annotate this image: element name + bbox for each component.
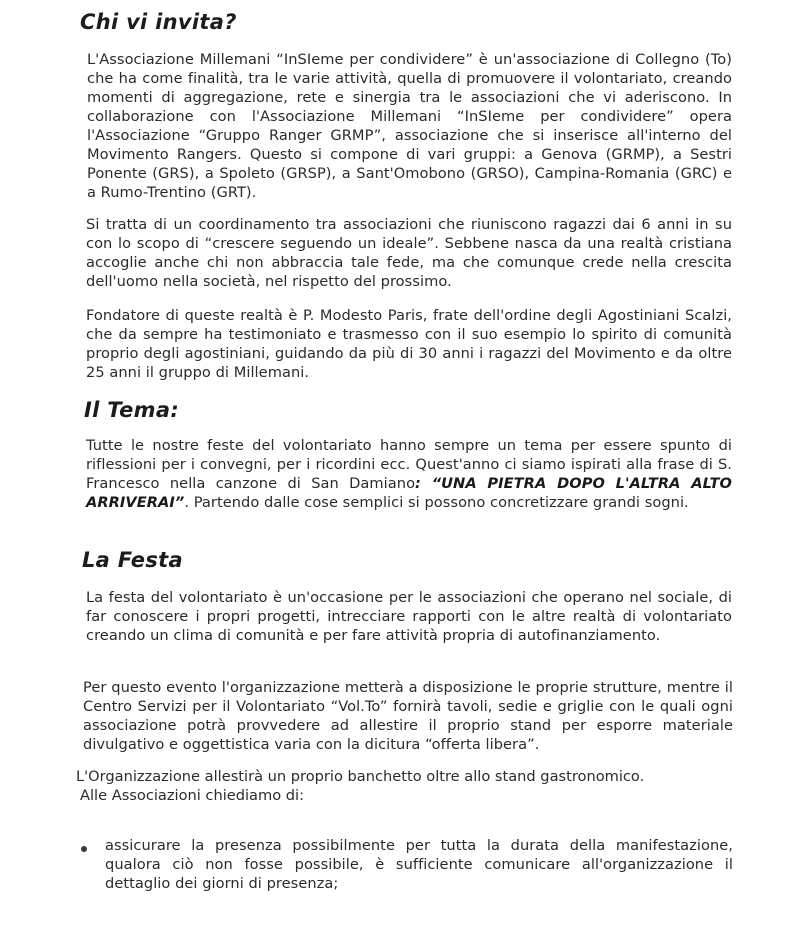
section-title-theme: Il Tema:	[84, 398, 180, 422]
paragraph-theme	[86, 436, 732, 512]
paragraph-invite-1: L'Associazione Millemani “InSIeme per condividere” è un'associazione di Collegno (To) che ha come finalità, tra le varie attività, quella di promuovere il volontariato, creando momenti di aggregazione, rete e sinergia tra le associazioni che vi aderiscono. In collaborazione con l'Associazione Millemani “InSIeme per condividere” opera l'Associazione “Gruppo Ranger GRMP”, associazione che si inserisce all'interno del Movimento Rangers. Questo si compone di vari gruppi: a Genova (GRMP), a Sestri Ponente (GRS), a Spoleto (GRSP), a Sant'Omobono (GRSO), Campina-Romania (GRC) e a Rumo-Trentino (GRT).	[87, 51, 732, 201]
paragraph-festa-2: Per questo evento l'organizzazione metterà a disposizione le proprie strutture, mentre il Centro Servizi per il Volontariato “Vol.To” fornirà tavoli, sedie e griglie con le quali ogni associazione potrà provvedere ad allestire il proprio stand per esporre materiale divulgativo e oggettistica varia con la dicitura “offerta libera”.	[83, 679, 733, 753]
section-title-invite: Chi vi invita?	[80, 10, 237, 34]
organization-note: L'Organizzazione allestirà un proprio banchetto oltre allo stand gastronomico.	[76, 768, 645, 785]
paragraph-invite-3: Fondatore di queste realtà è P. Modesto Paris, frate dell'ordine degli Agostiniani Scalzi, che da sempre ha testimoniato e trasmesso con il suo esempio lo spirito di comunità proprio degli agostiniani, guidando da più di 30 anni i ragazzi del Movimento e da oltre 25 anni il gruppo di Millemani.	[86, 307, 732, 381]
theme-text-before: Tutte le nostre feste del volontariato hanno sempre un tema per essere spunto di riflessioni per i convegni, per i ricordini ecc. Quest'anno ci siamo ispirati alla frase di S. Francesco nella canzone di San Damiano	[86, 437, 732, 492]
associations-request-intro: Alle Associazioni chiediamo di:	[80, 787, 305, 804]
paragraph-festa-1: La festa del volontariato è un'occasione per le associazioni che operano nel sociale, di far conoscere i propri progetti, intrecciare rapporti con le altre realtà di volontariato creando un clima di comunità e per fare attività propria di autofinanziamento.	[86, 589, 732, 644]
theme-quote: : “UNA PIETRA DOPO L'ALTRA ALTO ARRIVERAI”	[86, 475, 732, 511]
section-title-festa: La Festa	[82, 548, 183, 572]
paragraph-invite-2: Si tratta di un coordinamento tra associazioni che riuniscono ragazzi dai 6 anni in su con lo scopo di “crescere seguendo un ideale”. Sebbene nasca da una realtà cristiana accoglie anche chi non abbraccia tale fede, ma che comunque crede nella crescita dell'uomo nella società, nel rispetto del prossimo.	[86, 216, 732, 290]
list-item: assicurare la presenza possibilmente per tutta la durata della manifestazione, qualora ciò non fosse possibile, è sufficiente comunicare all'organizzazione il dettaglio dei giorni di presenza;	[105, 837, 733, 892]
theme-text-after: . Partendo dalle cose semplici si possono concretizzare grandi sogni.	[184, 494, 689, 511]
bullet-dot-icon	[81, 846, 87, 852]
